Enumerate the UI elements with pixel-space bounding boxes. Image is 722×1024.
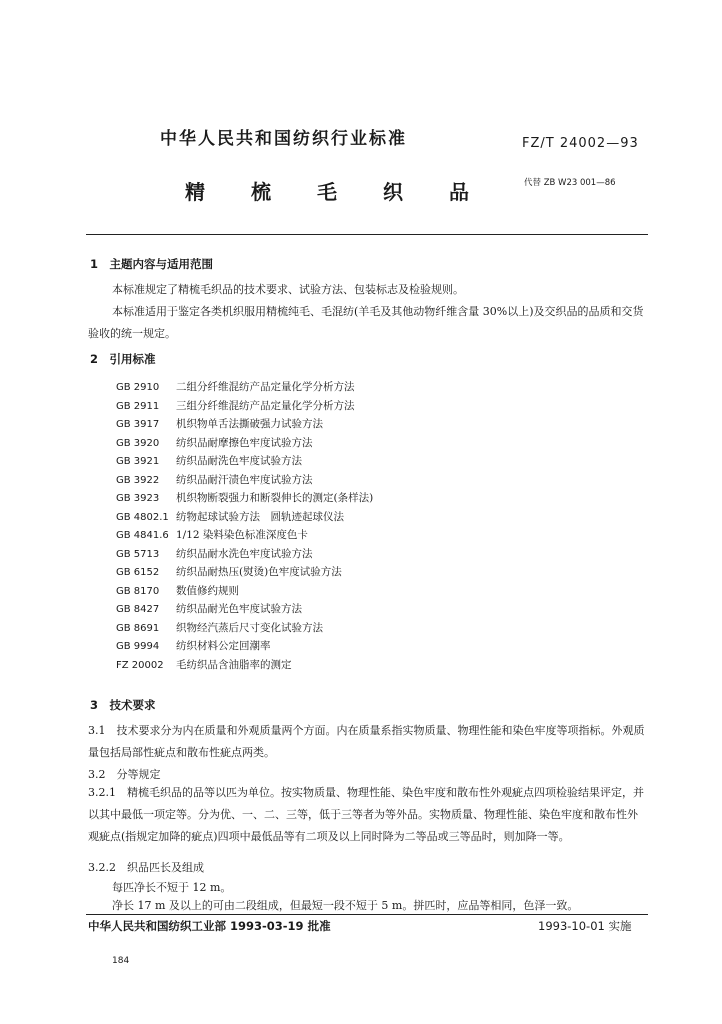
reference-title: 纺织品耐水洗色牢度试验方法: [176, 547, 313, 560]
reference-item: [116, 619, 373, 638]
reference-title: 纺织品耐摩擦色牢度试验方法: [176, 436, 313, 449]
reference-item: [116, 489, 373, 508]
reference-code: GB 2911: [116, 400, 160, 412]
reference-item: [116, 397, 373, 416]
document-title-char: 毛: [317, 180, 337, 204]
reference-code: GB 6152: [116, 567, 160, 578]
footer-rule: [86, 914, 648, 915]
reference-code: GB 2910: [116, 382, 160, 393]
reference-title: 三组分纤维混纺产品定量化学分析方法: [176, 399, 355, 412]
replaces-note: 代替 ZB W23 001—86: [524, 178, 616, 188]
reference-code: GB 5713: [116, 548, 160, 560]
reference-item: [116, 563, 373, 582]
reference-code: GB 4802.1: [116, 511, 169, 523]
reference-item: [116, 582, 373, 601]
reference-list: [116, 378, 373, 674]
reference-code: GB 3917: [116, 419, 160, 430]
reference-title: 机织物断裂强力和断裂伸长的测定(条样法): [176, 492, 374, 504]
reference-title: 1/12 染料染色标准深度色卡: [176, 529, 308, 541]
reference-item: [116, 378, 373, 397]
clause-3-2-2-line-2: 净长 17 m 及以上的可由二段组成，但最短一段不短于 5 m。拼匹时，应品等相同，色泽一致。: [112, 899, 579, 912]
reference-item: [116, 526, 373, 545]
reference-title: 纺物起球试验方法 圆轨迹起球仪法: [176, 510, 344, 523]
top-rule: [86, 234, 648, 235]
effective-date: 1993-10-01 实施: [538, 919, 632, 933]
page-number: 184: [112, 956, 130, 966]
reference-item: [116, 545, 373, 564]
clause-3-2-2-heading: 3.2.2 织品匹长及组成: [88, 861, 204, 874]
section-1-paragraph-2: 本标准适用于鉴定各类机织服用精梳纯毛、毛混纺(羊毛及其他动物纤维含量 30%以上)及交织品的品质和交货验收的统一规定。: [88, 305, 644, 340]
clause-3-2-heading: 3.2 分等规定: [88, 768, 161, 781]
document-title-char: 精: [185, 180, 205, 204]
document-title-char: 织: [383, 180, 403, 204]
reference-title: 纺织品耐热压(熨烫)色牢度试验方法: [176, 566, 342, 578]
reference-code: GB 9994: [116, 641, 160, 652]
reference-code: GB 3922: [116, 474, 160, 486]
reference-item: [116, 656, 373, 675]
clause-3-2-2-line-1: 每匹净长不短于 12 m。: [112, 881, 232, 894]
reference-item: [116, 508, 373, 527]
reference-item: [116, 637, 373, 656]
reference-item: [116, 452, 373, 471]
standard-header-title: 中华人民共和国纺织行业标准: [160, 129, 407, 149]
reference-code: GB 3921: [116, 456, 160, 467]
reference-title: 二组分纤维混纺产品定量化学分析方法: [176, 381, 355, 393]
reference-code: GB 8691: [116, 622, 160, 634]
standard-code: FZ/T 24002—93: [522, 136, 639, 151]
reference-code: GB 4841.6: [116, 530, 169, 541]
document-title-char: 品: [449, 180, 469, 204]
reference-code: GB 3923: [116, 493, 160, 504]
reference-item: [116, 600, 373, 619]
reference-code: GB 8427: [116, 604, 160, 615]
section-2-heading: 2 引用标准: [90, 352, 156, 366]
section-1-paragraph-1: 本标准规定了精梳毛织品的技术要求、试验方法、包装标志及检验规则。: [112, 283, 464, 296]
reference-title: 纺织材料公定回潮率: [176, 640, 271, 652]
reference-item: [116, 415, 373, 434]
reference-title: 毛纺织品含油脂率的测定: [176, 658, 292, 671]
clause-3-1: 3.1 技术要求分为内在质量和外观质量两个方面。内在质量系指实物质量、物理性能和染色牢度等项指标。外观质量包括局部性疵点和散布性疵点两类。: [88, 724, 645, 759]
approval-line: 中华人民共和国纺织工业部 1993-03-19 批准: [88, 919, 331, 933]
document-title: [185, 176, 515, 205]
reference-title: 纺织品耐洗色牢度试验方法: [176, 455, 302, 467]
reference-title: 织物经汽蒸后尺寸变化试验方法: [176, 621, 323, 634]
section-1-heading: 1 主题内容与适用范围: [90, 257, 214, 271]
reference-code: GB 3920: [116, 437, 160, 449]
clause-3-2-1: 3.2.1 精梳毛织品的品等以匹为单位。按实物质量、物理性能、染色牢度和散布性外观疵点四项检验结果评定，并以其中最低一项定等。分为优、一、二、三等，低于三等者为等外品。实物质量、物理性能、染色牢度和散布性外观疵点(指规定加降的疵点)四项中最低品等有二项及以上同时降为二等品或三等品时，则加降一等。: [88, 786, 644, 843]
reference-title: 机织物单舌法撕破强力试验方法: [176, 418, 323, 430]
section-3-heading: 3 技术要求: [90, 698, 156, 712]
reference-title: 纺织品耐光色牢度试验方法: [176, 603, 302, 615]
document-title-char: 梳: [251, 180, 271, 204]
reference-item: [116, 434, 373, 453]
reference-title: 数值修约规则: [176, 584, 239, 597]
reference-title: 纺织品耐汗渍色牢度试验方法: [176, 473, 313, 486]
reference-item: [116, 471, 373, 490]
reference-code: GB 8170: [116, 585, 160, 597]
reference-code: FZ 20002: [116, 659, 164, 671]
